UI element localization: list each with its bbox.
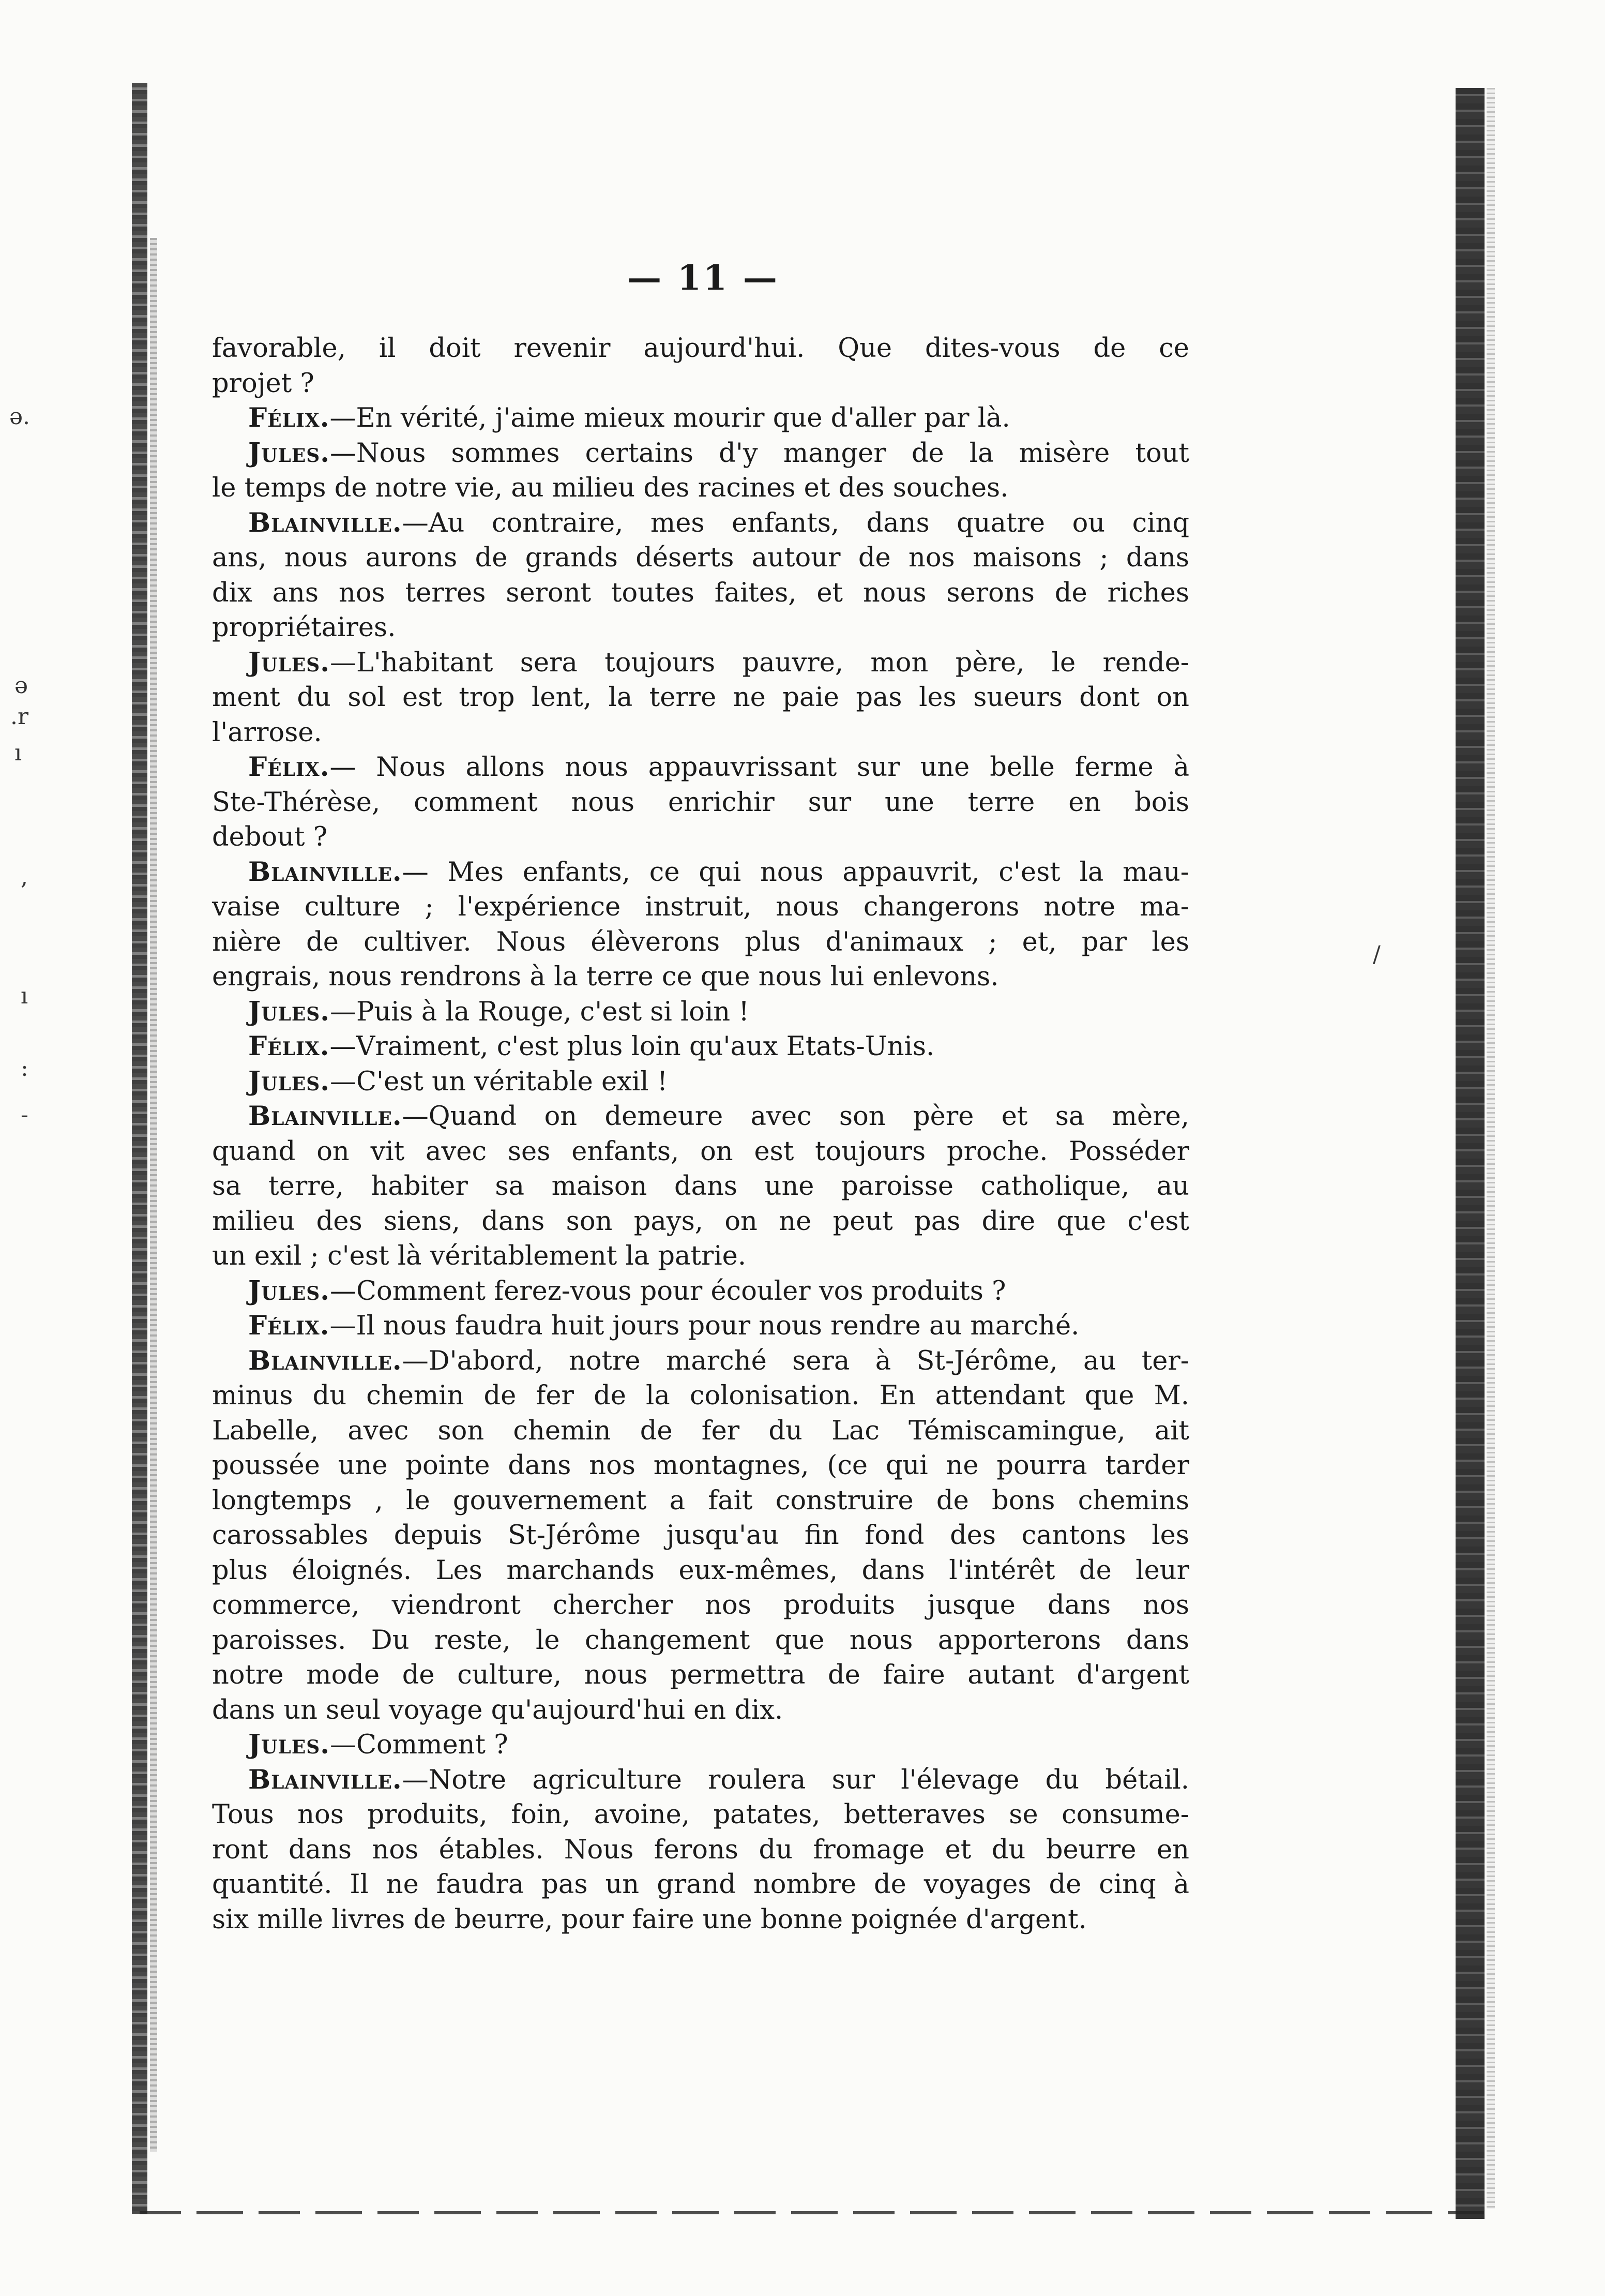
text-line	[212, 750, 1189, 785]
text-line	[212, 1448, 1189, 1483]
page-edge-right	[1456, 88, 1485, 2219]
line-text: —Comment ?	[330, 1730, 508, 1760]
line-text: projet ?	[212, 368, 314, 399]
text-line	[212, 1169, 1189, 1204]
line-text: ment du sol est trop lent, la terre ne paie pas les sueurs dont on	[212, 682, 1189, 713]
text-line	[212, 471, 1189, 506]
speaker-name: Blainville.	[248, 1345, 402, 1376]
line-text: —Quand on demeure avec son père et sa mère,	[402, 1101, 1189, 1132]
binding-edge-left	[132, 83, 147, 2214]
line-text: —Comment ferez-vous pour écouler vos produits ?	[330, 1275, 1006, 1307]
stray-mark: .r	[10, 703, 29, 730]
text-line	[212, 1134, 1189, 1169]
text-line	[212, 1902, 1189, 1938]
line-text: dix ans nos terres seront toutes faites, et nous serons de riches	[212, 577, 1189, 608]
line-text: plus éloignés. Les marchands eux-mêmes, dans l'intérêt de leur	[212, 1555, 1189, 1586]
speaker-name: Blainville.	[248, 1764, 402, 1795]
line-text: Tous nos produits, foin, avoine, patates, betteraves se consume-	[212, 1799, 1189, 1830]
text-line	[212, 610, 1189, 646]
line-text: sa terre, habiter sa maison dans une paroisse catholique, au	[212, 1171, 1189, 1202]
line-text: carossables depuis St-Jérôme jusqu'au fin fond des cantons les	[212, 1520, 1189, 1551]
line-text: quantité. Il ne faudra pas un grand nombre de voyages de cinq à	[212, 1869, 1189, 1900]
line-text: le temps de notre vie, au milieu des racines et des souches.	[212, 473, 1009, 503]
text-line	[212, 1588, 1189, 1623]
text-line	[212, 1029, 1189, 1064]
stray-mark: ,	[21, 864, 28, 890]
speaker-name: Blainville.	[248, 507, 402, 538]
text-line	[212, 1763, 1189, 1798]
line-text: notre mode de culture, nous permettra de faire autant d'argent	[212, 1660, 1189, 1690]
text-line	[212, 331, 1189, 366]
text-line	[212, 1344, 1189, 1379]
text-line	[212, 1833, 1189, 1868]
text-line	[212, 1693, 1189, 1728]
stray-mark: ı	[14, 740, 22, 766]
text-line	[212, 541, 1189, 576]
text-line	[212, 1099, 1189, 1134]
text-line	[212, 855, 1189, 890]
text-line	[212, 1553, 1189, 1588]
line-text: —Vraiment, c'est plus loin qu'aux Etats-Unis.	[329, 1031, 935, 1062]
text-line	[212, 1867, 1189, 1902]
line-text: — Nous allons nous appauvrissant sur une belle ferme à	[329, 752, 1189, 783]
line-text: —D'abord, notre marché sera à St-Jérôme, au ter-	[402, 1345, 1189, 1376]
line-text: nière de cultiver. Nous élèverons plus d'animaux ; et, par les	[212, 926, 1189, 957]
speaker-name: Jules.	[248, 996, 330, 1027]
binding-shadow-left	[150, 238, 157, 2152]
line-text: ans, nous aurons de grands déserts autour de nos maisons ; dans	[212, 543, 1189, 573]
stray-mark: ı	[21, 983, 28, 1009]
line-text: poussée une pointe dans nos montagnes, (ce qui ne pourra tarder	[212, 1450, 1189, 1481]
text-line	[212, 1064, 1189, 1100]
text-line	[212, 995, 1189, 1030]
text-line	[212, 785, 1189, 820]
line-text: —En vérité, j'aime mieux mourir que d'aller par là.	[329, 403, 1010, 433]
speaker-name: Jules.	[248, 647, 330, 678]
line-text: favorable, il doit revenir aujourd'hui. Que dites-vous de ce	[212, 333, 1189, 364]
line-text: Ste-Thérèse, comment nous enrichir sur une terre en bois	[212, 787, 1189, 818]
body-text	[212, 331, 1189, 1937]
text-line	[212, 1309, 1189, 1344]
line-text: — Mes enfants, ce qui nous appauvrit, c'est la mau-	[402, 857, 1189, 888]
text-line	[212, 1274, 1189, 1309]
speaker-name: Félix.	[248, 1031, 330, 1062]
text-line	[212, 366, 1189, 401]
line-text: six mille livres de beurre, pour faire une bonne poignée d'argent.	[212, 1904, 1087, 1935]
text-line	[212, 680, 1189, 715]
bottom-edge	[140, 2211, 1484, 2214]
line-text: —C'est un véritable exil !	[330, 1066, 668, 1097]
line-text: —Nous sommes certains d'y manger de la misère tout	[330, 438, 1189, 469]
text-line	[212, 715, 1189, 751]
line-text: —L'habitant sera toujours pauvre, mon père, le rende-	[330, 647, 1189, 678]
speaker-name: Félix.	[248, 1310, 330, 1341]
text-line	[212, 401, 1189, 436]
speaker-name: Jules.	[248, 1066, 330, 1097]
stray-mark: /	[1373, 941, 1381, 968]
text-line	[212, 1728, 1189, 1763]
line-text: vaise culture ; l'expérience instruit, nous changerons notre ma-	[212, 892, 1189, 922]
text-line	[212, 576, 1189, 611]
line-text: l'arrose.	[212, 717, 322, 748]
speaker-name: Jules.	[248, 1729, 330, 1760]
text-line	[212, 646, 1189, 681]
page-edge-shadow-right	[1487, 88, 1495, 2209]
line-text: dans un seul voyage qu'aujourd'hui en dix.	[212, 1694, 783, 1725]
text-line	[212, 959, 1189, 995]
speaker-name: Jules.	[248, 437, 330, 469]
speaker-name: Félix.	[248, 402, 330, 433]
text-line	[212, 1623, 1189, 1658]
stray-mark: -	[21, 1102, 28, 1128]
text-line	[212, 506, 1189, 541]
line-text: paroisses. Du reste, le changement que nous apporterons dans	[212, 1625, 1189, 1656]
line-text: —Il nous faudra huit jours pour nous rendre au marché.	[329, 1311, 1080, 1341]
text-line	[212, 890, 1189, 925]
line-text: —Notre agriculture roulera sur l'élevage du bétail.	[402, 1764, 1189, 1795]
text-line	[212, 1797, 1189, 1833]
line-text: —Puis à la Rouge, c'est si loin !	[330, 996, 749, 1027]
text-line	[212, 1239, 1189, 1274]
line-text: milieu des siens, dans son pays, on ne peut pas dire que c'est	[212, 1206, 1189, 1237]
line-text: debout ?	[212, 822, 328, 852]
text-line	[212, 1518, 1189, 1553]
page-number: — 11 —	[627, 258, 779, 298]
text-line	[212, 820, 1189, 855]
text-line	[212, 1414, 1189, 1449]
speaker-name: Blainville.	[248, 856, 402, 888]
speaker-name: Félix.	[248, 752, 330, 783]
line-text: Labelle, avec son chemin de fer du Lac Témiscamingue, ait	[212, 1415, 1189, 1446]
stray-mark: ə	[14, 672, 28, 699]
line-text: un exil ; c'est là véritablement la patrie.	[212, 1241, 747, 1271]
speaker-name: Jules.	[248, 1275, 330, 1307]
text-line	[212, 1378, 1189, 1414]
text-line	[212, 1483, 1189, 1519]
line-text: quand on vit avec ses enfants, on est toujours proche. Posséder	[212, 1136, 1189, 1167]
stray-mark: :	[21, 1055, 28, 1082]
line-text: propriétaires.	[212, 612, 396, 643]
line-text: longtemps , le gouvernement a fait construire de bons chemins	[212, 1485, 1189, 1516]
text-line	[212, 1204, 1189, 1239]
line-text: minus du chemin de fer de la colonisation. En attendant que M.	[212, 1380, 1189, 1411]
text-line	[212, 1658, 1189, 1693]
line-text: commerce, viendront chercher nos produits jusque dans nos	[212, 1590, 1189, 1620]
text-line	[212, 436, 1189, 471]
line-text: —Au contraire, mes enfants, dans quatre ou cinq	[402, 507, 1189, 538]
text-line	[212, 925, 1189, 960]
speaker-name: Blainville.	[248, 1101, 402, 1132]
stray-mark: ə.	[9, 403, 31, 430]
line-text: ront dans nos étables. Nous ferons du fromage et du beurre en	[212, 1834, 1189, 1865]
line-text: engrais, nous rendrons à la terre ce que nous lui enlevons.	[212, 962, 999, 992]
